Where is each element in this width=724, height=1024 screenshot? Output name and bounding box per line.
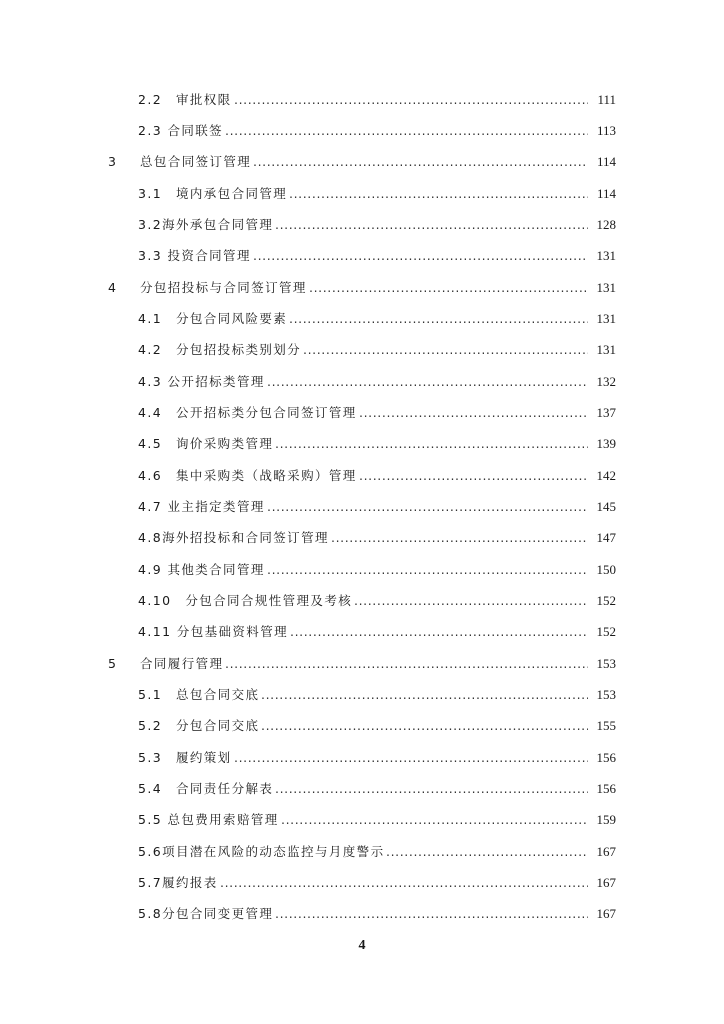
- toc-entry: [0, 464, 724, 488]
- toc-dot-leader: [267, 495, 588, 519]
- toc-entry-page: 139: [596, 436, 616, 451]
- toc-entry-page: 111: [597, 92, 616, 107]
- toc-entry: [0, 370, 724, 394]
- toc-entry: [0, 307, 724, 331]
- toc-entry-title: 3.3 投资合同管理: [138, 248, 251, 263]
- toc-entry-title: 2.3 合同联签: [138, 123, 224, 138]
- toc-dot-leader: [359, 464, 588, 488]
- toc-dot-leader: [234, 88, 588, 112]
- toc-entry-title: 5.8分包合同变更管理: [138, 906, 274, 921]
- toc-entry-title: 4.4 公开招标类分包合同签订管理: [138, 405, 357, 420]
- toc-entry: [0, 558, 724, 582]
- toc-entry: [0, 526, 724, 550]
- toc-dot-leader: [359, 401, 588, 425]
- toc-entry-page: 153: [596, 656, 616, 671]
- toc-entry: [0, 213, 724, 237]
- toc-entry-number: 3: [108, 154, 116, 169]
- toc-entry-page: 145: [596, 499, 616, 514]
- toc-entry: [0, 777, 724, 801]
- toc-entry-page: 153: [596, 687, 616, 702]
- toc-entry-page: 114: [596, 186, 616, 201]
- toc-entry-title: 3.2海外承包合同管理: [138, 217, 274, 232]
- toc-entry: [0, 276, 724, 300]
- toc-entry-page: 131: [596, 342, 616, 357]
- toc-entry-title: 5.4 合同责任分解表: [138, 781, 274, 796]
- toc-entry-title: 5.6项目潜在风险的动态监控与月度警示: [138, 844, 385, 859]
- toc-entry-title: 4.10 分包合同合规性管理及考核: [138, 593, 353, 608]
- toc-entry-title: 5.5 总包费用索赔管理: [138, 812, 279, 827]
- toc-entry: [0, 871, 724, 895]
- toc-entry-page: 131: [596, 248, 616, 263]
- toc-entry: [0, 808, 724, 832]
- toc-entry-title: 3.1 境内承包合同管理: [138, 186, 288, 201]
- toc-entry-title: 5.7履约报表: [138, 875, 218, 890]
- toc-entry-page: 114: [596, 154, 616, 169]
- toc-entry: [0, 620, 724, 644]
- toc-dot-leader: [289, 307, 588, 331]
- toc-entry-page: 128: [596, 217, 616, 232]
- toc-entry-title: 5.1 总包合同交底: [138, 687, 260, 702]
- toc-entry: [0, 902, 724, 926]
- toc-dot-leader: [386, 840, 588, 864]
- toc-dot-leader: [275, 213, 588, 237]
- toc-entry-title: 分包招投标与合同签订管理: [140, 280, 307, 295]
- toc-entry-number: 5: [108, 656, 116, 671]
- toc-entry-title: 5.3 履约策划: [138, 750, 232, 765]
- toc-entry-title: 2.2 审批权限: [138, 92, 232, 107]
- toc-entry-page: 150: [596, 562, 616, 577]
- toc-entry-page: 156: [596, 781, 616, 796]
- toc-dot-leader: [354, 589, 588, 613]
- toc-dot-leader: [253, 150, 588, 174]
- toc-dot-leader: [275, 432, 588, 456]
- toc-dot-leader: [234, 746, 588, 770]
- toc-dot-leader: [267, 558, 588, 582]
- toc-entry-page: 131: [596, 311, 616, 326]
- page-number: 4: [358, 938, 366, 953]
- toc-entry-page: 142: [596, 468, 616, 483]
- toc-entry: [0, 150, 724, 174]
- toc-entry: [0, 401, 724, 425]
- toc-entry-page: 113: [596, 123, 616, 138]
- toc-entry-page: 167: [596, 875, 616, 890]
- toc-dot-leader: [261, 683, 588, 707]
- toc-dot-leader: [303, 338, 588, 362]
- toc-entry: [0, 840, 724, 864]
- toc-entry: [0, 338, 724, 362]
- toc-entry-title: 4.1 分包合同风险要素: [138, 311, 288, 326]
- toc-entry-title: 合同履行管理: [140, 656, 224, 671]
- toc-entry-page: 137: [596, 405, 616, 420]
- toc-entry-title: 4.7 业主指定类管理: [138, 499, 265, 514]
- toc-entry-title: 4.6 集中采购类（战略采购）管理: [138, 468, 357, 483]
- toc-dot-leader: [275, 777, 588, 801]
- toc-entry-title: 4.3 公开招标类管理: [138, 374, 265, 389]
- toc-dot-leader: [225, 652, 588, 676]
- toc-dot-leader: [331, 526, 588, 550]
- toc-entry-page: 131: [596, 280, 616, 295]
- toc-dot-leader: [261, 714, 588, 738]
- toc-entry-page: 167: [596, 844, 616, 859]
- toc-entry-page: 159: [596, 812, 616, 827]
- toc-entry-title: 5.2 分包合同交底: [138, 718, 260, 733]
- toc-entry-page: 152: [596, 624, 616, 639]
- toc-entry: [0, 714, 724, 738]
- toc-entry: [0, 182, 724, 206]
- toc-entry-page: 156: [596, 750, 616, 765]
- toc-dot-leader: [275, 902, 588, 926]
- toc-entry: [0, 652, 724, 676]
- toc-entry: [0, 88, 724, 112]
- toc-entry-page: 155: [596, 718, 616, 733]
- toc-entry: [0, 683, 724, 707]
- toc-entry-number: 4: [108, 280, 116, 295]
- toc-dot-leader: [281, 808, 588, 832]
- toc-entry-title: 4.11 分包基础资料管理: [138, 624, 289, 639]
- toc-entry-title: 总包合同签订管理: [140, 154, 252, 169]
- toc-entry-page: 167: [596, 906, 616, 921]
- toc-entry-title: 4.5 询价采购类管理: [138, 436, 274, 451]
- toc-entry: [0, 244, 724, 268]
- toc-entry-title: 4.9 其他类合同管理: [138, 562, 265, 577]
- toc-entry-title: 4.2 分包招投标类别划分: [138, 342, 302, 357]
- toc-entry-page: 152: [596, 593, 616, 608]
- toc-dot-leader: [309, 276, 588, 300]
- toc-entry-page: 147: [596, 530, 616, 545]
- toc-entry: [0, 432, 724, 456]
- toc-entry: [0, 589, 724, 613]
- toc-entry-title: 4.8海外招投标和合同签订管理: [138, 530, 329, 545]
- toc-entry: [0, 746, 724, 770]
- toc-dot-leader: [225, 119, 588, 143]
- toc-entry-page: 132: [596, 374, 616, 389]
- toc-dot-leader: [289, 182, 588, 206]
- toc-dot-leader: [267, 370, 588, 394]
- toc-dot-leader: [220, 871, 588, 895]
- toc-dot-leader: [253, 244, 588, 268]
- toc-entry: [0, 119, 724, 143]
- toc-entry: [0, 495, 724, 519]
- toc-dot-leader: [290, 620, 588, 644]
